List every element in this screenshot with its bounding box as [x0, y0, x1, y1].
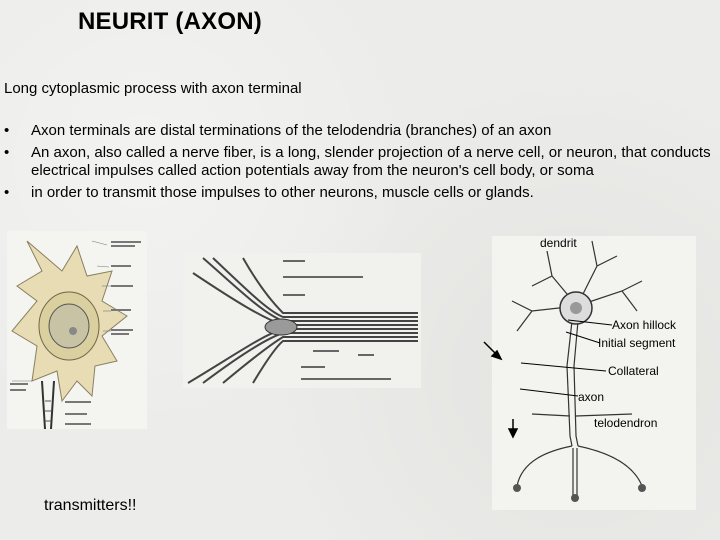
bullet-text: An axon, also called a nerve fiber, is a long, slender projection of a nerve cell, or neuron, that conducts electrical impulses called action potentials away from the neuron's cell body, or soma: [31, 144, 711, 179]
bullet-dot: •: [4, 184, 10, 201]
slide-subtitle: Long cytoplasmic process with axon terminal: [4, 80, 302, 97]
neuron-axon-drawing: [492, 236, 696, 510]
slide-title: NEURIT (AXON): [78, 8, 262, 35]
axon-label: axon: [578, 390, 605, 404]
axon-bundle-drawing: [183, 253, 421, 388]
telodendron-label: telodendron: [594, 416, 658, 430]
neuron-cell-illustration: [7, 231, 147, 429]
neuron-cell-drawing: [7, 231, 147, 429]
bullet-item: [0, 184, 712, 202]
bullet-item: [0, 144, 712, 180]
axon-bundle-illustration: [183, 253, 421, 388]
dendrit-label: dendrit: [540, 236, 577, 250]
bullet-dot: •: [4, 122, 10, 139]
bullet-text: Axon terminals are distal terminations of the telodendria (branches) of an axon: [31, 122, 552, 139]
axon-hillock-label: Axon hillock: [612, 318, 677, 332]
bullet-list: [0, 122, 712, 206]
bullet-text: in order to transmit those impulses to other neurons, muscle cells or glands.: [31, 184, 534, 201]
bullet-dot: •: [4, 144, 10, 161]
initial-segment-label: Initial segment: [598, 336, 676, 350]
transmitters-label: transmitters!!: [44, 497, 137, 514]
neuron-axon-illustration: [492, 236, 696, 510]
collateral-label: Collateral: [608, 364, 659, 378]
bullet-item: [0, 122, 712, 140]
